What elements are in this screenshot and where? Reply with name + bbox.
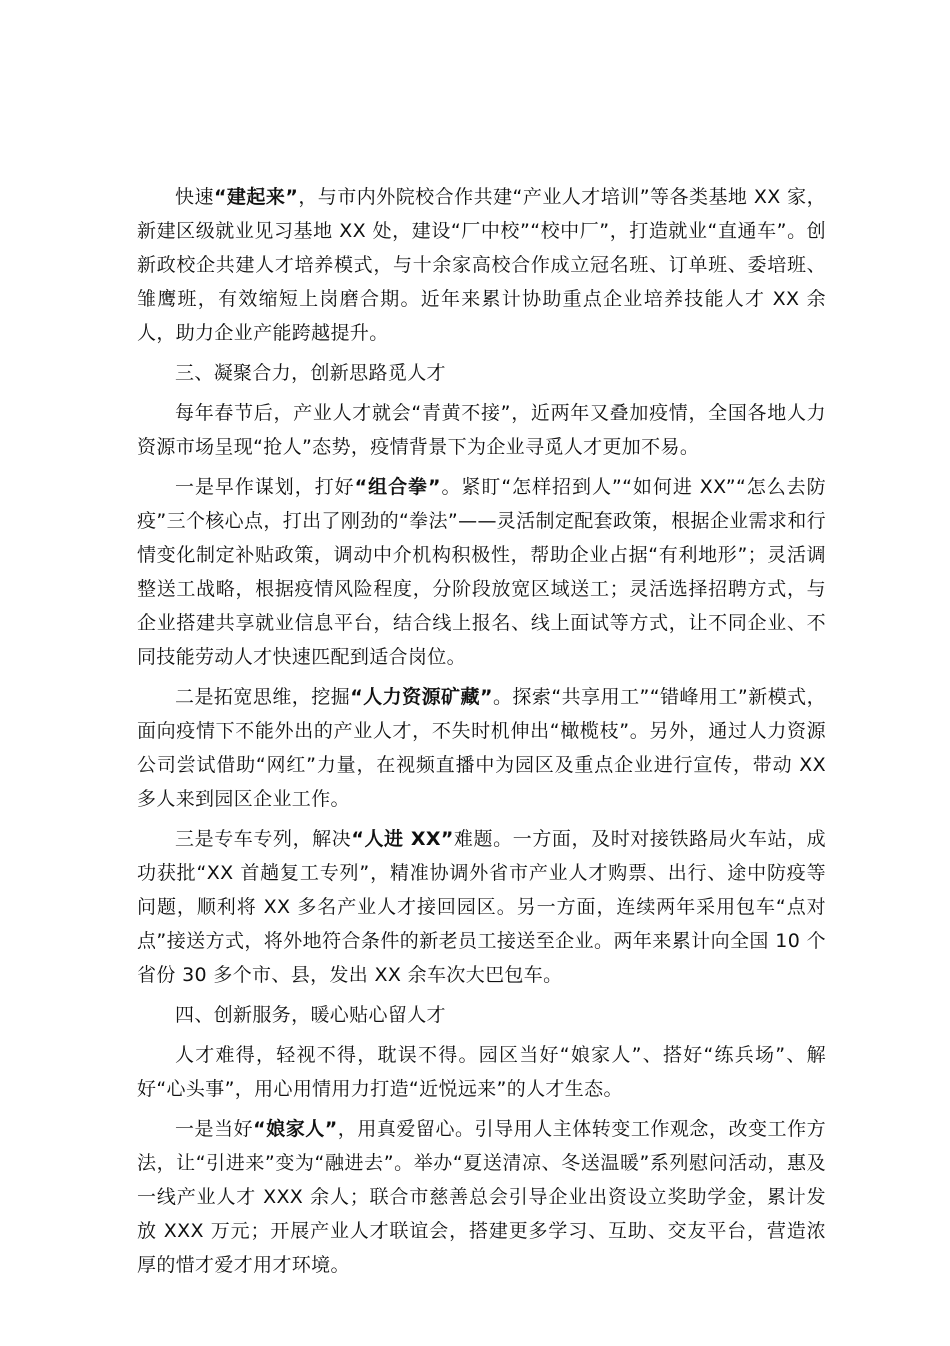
paragraph-bold-phrase: “组合拳” bbox=[354, 476, 441, 498]
paragraph-lead: 二是拓宽思维，挖掘 bbox=[175, 686, 351, 708]
paragraph-broaden-thinking bbox=[137, 680, 826, 816]
paragraph-bold-phrase: “人进 XX” bbox=[351, 828, 454, 850]
paragraph-bold-phrase: “人力资源矿藏” bbox=[350, 686, 493, 708]
paragraph-lead: 一是早作谋划，打好 bbox=[175, 476, 355, 498]
paragraph-lead: 一是当好 bbox=[175, 1118, 254, 1140]
paragraph-text: 。紧盯“怎样招到人”“如何进 XX”“怎么去防疫”三个核心点，打出了刚劲的“拳法”——灵活制定配套政策，根据企业需求和行情变化制定补贴政策，调动中介机构积极性，帮助企业占据“有利地形”；灵活调整送工战略，根据疫情风险程度，分阶段放宽区域送工；灵活选择招聘方式，与企业搭建共享就业信息平台，结合线上报名、线上面试等方式，让不同企业、不同技能劳动人才快速匹配到适合岗位。 bbox=[137, 476, 826, 668]
section-heading-four: 四、创新服务，暖心贴心留人才 bbox=[175, 1004, 446, 1026]
paragraph-lead: 三是专车专列，解决 bbox=[175, 828, 352, 850]
paragraph-text: ，与市内外院校合作共建“产业人才培训”等各类基地 XX 家，新建区级就业见习基地 XX 处，建设“厂中校”“校中厂”，打造就业“直通车”。创新政校企共建人才培养模式，与十余家高校合作成立冠名班、订单班、委培班、雏鹰班，有效缩短上岗磨合期。近年来累计协助重点企业培养技能人才 XX 余人，助力企业产能跨越提升。 bbox=[137, 186, 826, 344]
section-heading-three: 三、凝聚合力，创新思路觅人才 bbox=[175, 362, 446, 384]
paragraph-spring-festival: 每年春节后，产业人才就会“青黄不接”，近两年又叠加疫情，全国各地人力资源市场呈现“抢人”态势，疫情背景下为企业寻觅人才更加不易。 bbox=[137, 402, 826, 458]
paragraph-special-trains bbox=[137, 822, 826, 992]
paragraph-bold-phrase: “建起来” bbox=[213, 186, 299, 208]
paragraph-early-planning bbox=[137, 470, 826, 674]
paragraph-talent-valuable: 人才难得，轻视不得，耽误不得。园区当好“娘家人”、搭好“练兵场”、解好“心头事”，用心用情用力打造“近悦远来”的人才生态。 bbox=[137, 1044, 826, 1100]
paragraph-text: 难题。一方面，及时对接铁路局火车站，成功获批“XX 首趟复工专列”，精准协调外省市产业人才购票、出行、途中防疫等问题，顺利将 XX 多名产业人才接回园区。另一方面，连续两年采用包车“点对点”接送方式，将外地符合条件的新老员工接送至企业。两年来累计向全国 10 个省份 30 多个市、县，发出 XX 余车次大巴包车。 bbox=[137, 828, 826, 986]
paragraph-lead: 快速 bbox=[175, 186, 214, 208]
document-body bbox=[137, 180, 826, 1288]
paragraph-bold-phrase: “娘家人” bbox=[253, 1118, 338, 1140]
paragraph-maiden-family bbox=[137, 1112, 826, 1282]
paragraph-training-bases bbox=[137, 180, 826, 350]
paragraph-text: ，用真爱留心。引导用人主体转变工作观念，改变工作方法，让“引进来”变为“融进去”。举办“夏送清凉、冬送温暖”系列慰问活动，惠及一线产业人才 XXX 余人；联合市慈善总会引导企业出资设立奖助学金，累计发放 XXX 万元；开展产业人才联谊会，搭建更多学习、互助、交友平台，营造浓厚的惜才爱才用才环境。 bbox=[137, 1118, 826, 1276]
paragraph-text: 。探索“共享用工”“错峰用工”新模式，面向疫情下不能外出的产业人才，不失时机伸出“橄榄枝”。另外，通过人力资源公司尝试借助“网红”力量，在视频直播中为园区及重点企业进行宣传，带动 XX 多人来到园区企业工作。 bbox=[137, 686, 826, 810]
